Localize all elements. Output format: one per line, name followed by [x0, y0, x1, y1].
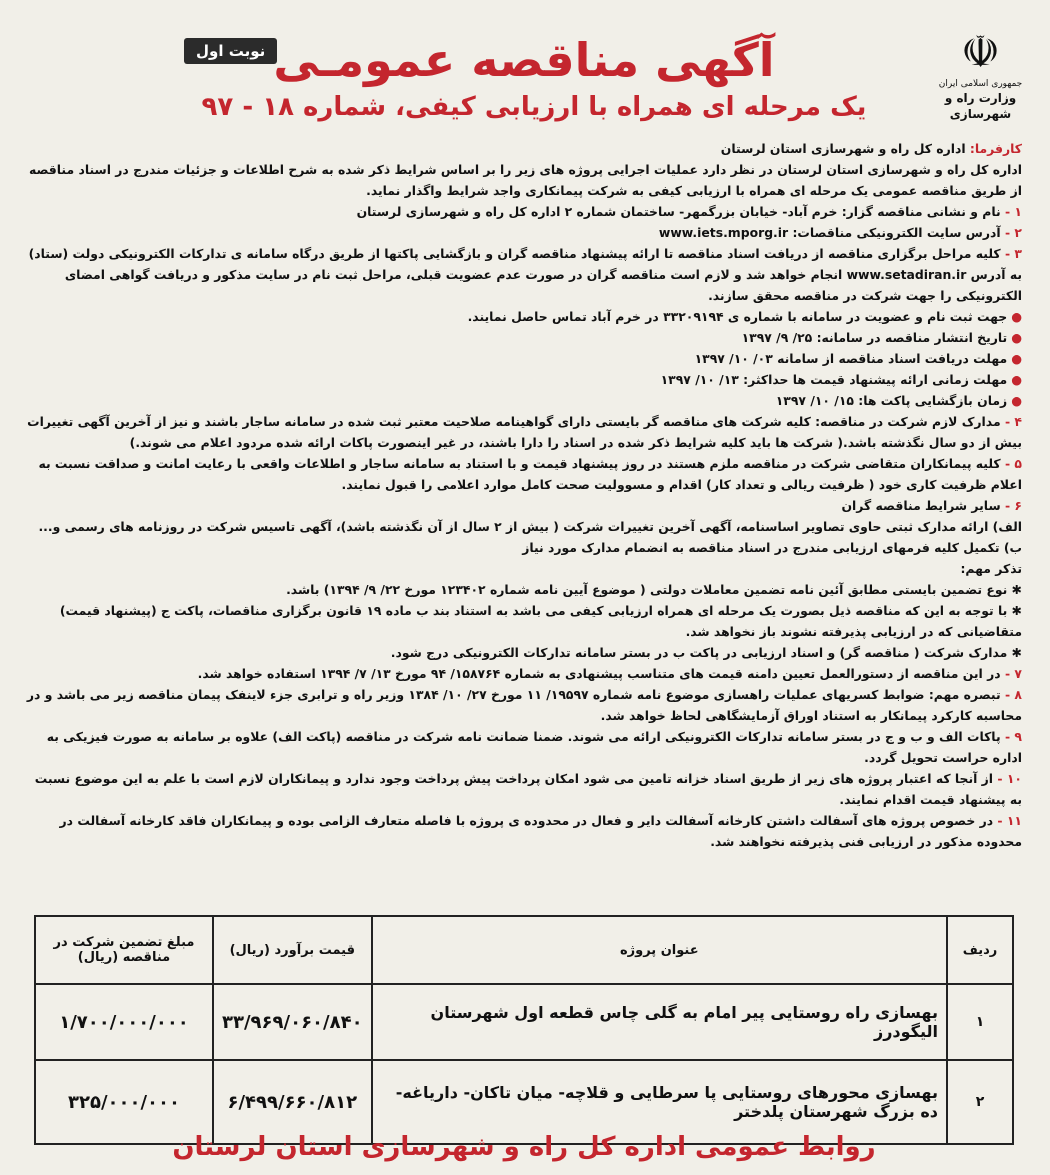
item-5: [26, 453, 1022, 495]
row-index: ۲: [947, 1060, 1013, 1144]
item-number: ۸ -: [1004, 687, 1022, 702]
tender-notice: [12, 10, 1036, 1165]
item-number: ۷ -: [1004, 666, 1022, 681]
note-text: با توجه به این که مناقصه ذیل بصورت یک مرحله ای همراه ارزیابی کیفی می باشد به استناد بند ب ماده ۱۹ قانون برگزاری مناقصات، پاکت ج (پیشنهاد قیمت) متقاضیانی که در ارزیابی پذیرفته نشوند باز نخواهد شد.: [59, 603, 1022, 639]
bullet-text: مهلت دریافت اسناد مناقصه از سامانه ۰۳/ ۱۰/ ۱۳۹۷: [694, 351, 1008, 366]
row-index: ۱: [947, 984, 1013, 1060]
projects-table: [34, 915, 1014, 1145]
item-text: کلیه پیمانکاران متقاضی شرکت در مناقصه ملزم هستند در روز پیشنهاد قیمت و با استناد به سامانه ساجار و اطلاعات واقعی با رعایت امانت و صداقت نسبت به اعلام ظرفیت کاری خود ( ظرفیت ریالی و تعداد کار) اقدام و مسوولیت صحت کامل موارد اعلامی را قبول نمایند.: [38, 456, 1022, 492]
public-relations-footer: روابط عمومی اداره کل راه و شهرسازی استان لرستان: [172, 1132, 876, 1162]
employer-label: کارفرما:: [969, 141, 1022, 156]
col-header-index: ردیف: [947, 916, 1013, 984]
row-estimate: ۶/۴۹۹/۶۶۰/۸۱۲: [213, 1060, 372, 1144]
note-item: [26, 642, 1022, 663]
item-number: ۱ -: [1004, 204, 1022, 219]
item-4: [26, 411, 1022, 453]
bullet-item: [26, 390, 1022, 411]
notice-body: [26, 138, 1022, 852]
bullet-icon: ●: [1011, 351, 1022, 366]
item-number: ۱۱ -: [997, 813, 1022, 828]
row-estimate: ۳۳/۹۶۹/۰۶۰/۸۴۰: [213, 984, 372, 1060]
bullet-item: [26, 327, 1022, 348]
notice-title: آگهی مناقصه عمومـی: [273, 33, 775, 87]
item-6: [26, 495, 1022, 516]
col-header-estimate: قیمت برآورد (ریال): [213, 916, 372, 984]
asterisk-icon: ✱: [1007, 582, 1022, 597]
item-number: ۲ -: [1004, 225, 1022, 240]
item-number: ۴ -: [1004, 414, 1022, 429]
bullet-text: مهلت زمانی ارائه پیشنهاد قیمت ها حداکثر: ۱۳/ ۱۰/ ۱۳۹۷: [660, 372, 1008, 387]
item-text: پاکات الف و ب و ج در بستر سامانه تدارکات الکترونیکی ارائه می شوند. ضمنا ضمانت نامه شرکت در مناقصه (پاکت الف) علاوه بر سامانه به صورت فیزیکی به اداره حراست تحویل گردد.: [46, 729, 1022, 765]
row-guarantee: ۱/۷۰۰/۰۰۰/۰۰۰: [35, 984, 213, 1060]
item-text: آدرس سایت الکترونیکی مناقصات: www.iets.mporg.ir: [658, 225, 1001, 240]
row-guarantee: ۳۲۵/۰۰۰/۰۰۰: [35, 1060, 213, 1144]
row-project: بهسازی راه روستایی پیر امام به گلی چاس قطعه اول شهرستان الیگودرز: [372, 984, 947, 1060]
employer-line: [26, 138, 1022, 159]
item-number: ۳ -: [1004, 246, 1022, 261]
item-number: ۹ -: [1004, 729, 1022, 744]
ministry-line1: جمهوری اسلامی ایران: [938, 79, 1023, 89]
item-text: در خصوص پروژه های آسفالت داشتن کارخانه آسفالت دایر و فعال در محدوده ی پروژه با فاصله متعارف الزامی بوده و پیمانکاران فاقد کارخانه آسفالت در محدوده مذکور در ارزیابی فنی پذیرفته نخواهند شد.: [59, 813, 1022, 849]
bullet-icon: ●: [1011, 393, 1022, 408]
intro-paragraph: اداره کل راه و شهرسازی استان لرستان در نظر دارد عملیات اجرایی پروژه های زیر را بر اساس شرایط ذکر شده به شرح اطلاعات و جزئیات مندرج در اسناد مناقصه از طریق مناقصه عمومی یک مرحله ای همراه با ارزیابی کیفی به شرکت پیمانکاری واجد شرایط واگذار نماید.: [28, 162, 1022, 198]
bullet-item: [26, 348, 1022, 369]
bullet-item: [26, 369, 1022, 390]
item-number: ۱۰ -: [997, 771, 1022, 786]
notice-round-badge: نوبت اول: [184, 38, 277, 64]
note-text: نوع تضمین بایستی مطابق آئین نامه تضمین معاملات دولتی ( موضوع آیین نامه شماره ۱۲۳۴۰۲ مورخ ۲۲/ ۹/ ۱۳۹۴) باشد.: [286, 582, 1008, 597]
item-text: سایر شرایط مناقصه گران: [841, 498, 1001, 513]
bullet-icon: ●: [1011, 330, 1022, 345]
asterisk-icon: ✱: [1007, 645, 1022, 660]
item-text: مدارک لازم شرکت در مناقصه: کلیه شرکت های مناقصه گر بایستی دارای گواهینامه صلاحیت معتبر ثبت شده در سامانه ساجار باشند و نیز از آخرین آگهی تغییرات بیش از دو سال نگذشته باشد.( شرکت ها باید کلیه شرایط ذکر شده در اسناد را دارا باشند، در غیر اینصورت پاکات ارائه شده مردود اعلام می شوند.): [27, 414, 1022, 450]
item-number: ۶ -: [1004, 498, 1022, 513]
item-text: از آنجا که اعتبار پروژه های زیر از طریق اسناد خزانه تامین می شود امکان پرداخت پیش پرداخت وجود ندارد و پیمانکاران لازم است با علم به این موضوع نسبت به پیشنهاد قیمت اقدام نمایند.: [34, 771, 1022, 807]
asterisk-icon: ✱: [1007, 603, 1022, 618]
item-text: کلیه مراحل برگزاری مناقصه از دریافت اسناد مناقصه تا ارائه پیشنهاد مناقصه گران و بازگشایی پاکتها از طریق درگاه سامانه ی تدارکات الکترونیکی دولت (ستاد) به آدرس www.setadiran.ir انجام خواهد شد و لازم است مناقصه گران در صورت عدم عضویت قبلی، مراحل ثبت نام در سایت مذکور و دریافت گواهی امضای الکترونیکی را جهت شرکت در مناقصه محقق سازند.: [28, 246, 1022, 303]
item-2: [26, 222, 1022, 243]
bullet-icon: ●: [1011, 309, 1022, 324]
item-7: [26, 663, 1022, 684]
table-header-row: [35, 916, 1013, 984]
note-item: [26, 600, 1022, 642]
ministry-line2: وزارت راه و شهرسازی: [944, 91, 1017, 121]
item-3: [26, 243, 1022, 306]
bullet-text: زمان بازگشایی پاکت ها: ۱۵/ ۱۰/ ۱۳۹۷: [775, 393, 1008, 408]
table-row: [35, 984, 1013, 1060]
row-project: بهسازی محورهای روستایی پا سرطایی و قلاچه- میان تاکان- داریاغه- ده بزرگ شهرستان پلدختر: [372, 1060, 947, 1144]
sub-item-b: ب) تکمیل کلیه فرمهای ارزیابی مندرج در اسناد مناقصه به انضمام مدارک مورد نیاز: [522, 540, 1022, 555]
employer-name: اداره کل راه و شهرسازی استان لرستان: [720, 141, 966, 156]
item-text: نام و نشانی مناقصه گزار: خرم آباد- خیابان بزرگمهر- ساختمان شماره ۲ اداره کل راه و شهرسازی لرستان: [356, 204, 1001, 219]
item-number: ۵ -: [1004, 456, 1022, 471]
bullet-text: جهت ثبت نام و عضویت در سامانه با شماره ی ۳۳۲۰۹۱۹۴ در خرم آباد تماس حاصل نمایند.: [467, 309, 1008, 324]
item-9: [26, 726, 1022, 768]
note-text: مدارک شرکت ( مناقصه گر) و اسناد ارزیابی در پاکت ب در بستر سامانه تدارکات الکترونیکی درج شود.: [390, 645, 1008, 660]
item-8: [26, 684, 1022, 726]
emblem-icon: ☫: [960, 27, 1001, 78]
col-header-guarantee: مبلغ تضمین شرکت در مناقصه (ریال): [35, 916, 213, 984]
item-1: [26, 201, 1022, 222]
bullet-item: [26, 306, 1022, 327]
item-11: [26, 810, 1022, 852]
bullet-text: تاریخ انتشار مناقصه در سامانه: ۲۵/ ۹/ ۱۳۹۷: [741, 330, 1008, 345]
item-text: در این مناقصه از دستورالعمل تعیین دامنه قیمت های متناسب پیشنهادی به شماره ۱۵۸۷۶۴/ ۹۴ مورخ ۱۳/ ۷/ ۱۳۹۴ استفاده خواهد شد.: [197, 666, 1001, 681]
col-header-project: عنوان پروژه: [372, 916, 947, 984]
note-title: تذکر مهم:: [960, 561, 1022, 576]
item-text: تبصره مهم: ضوابط کسریهای عملیات راهسازی موضوع نامه شماره ۱۹۵۹۷/ ۱۱ مورخ ۲۷/ ۱۰/ ۱۳۸۴ وزیر راه و ترابری جزء لاینفک پیمان مناقصه زیر می باشد و در محاسبه کارکرد پیمانکار به استناد اوراق آزمایشگاهی لحاظ خواهد شد.: [26, 687, 1022, 723]
item-10: [26, 768, 1022, 810]
ministry-emblem: [933, 28, 1028, 122]
bullet-icon: ●: [1011, 372, 1022, 387]
note-item: [26, 579, 1022, 600]
notice-subtitle: یک مرحله ای همراه با ارزیابی کیفی، شماره ۱۸ - ۹۷: [201, 92, 867, 122]
sub-item-a: الف) ارائه مدارک ثبتی حاوی تصاویر اساسنامه، آگهی آخرین تغییرات شرکت ( بیش از ۲ سال از آن نگذشته باشد)، آگهی تاسیس شرکت در روزنامه های رسمی و...: [38, 519, 1022, 534]
